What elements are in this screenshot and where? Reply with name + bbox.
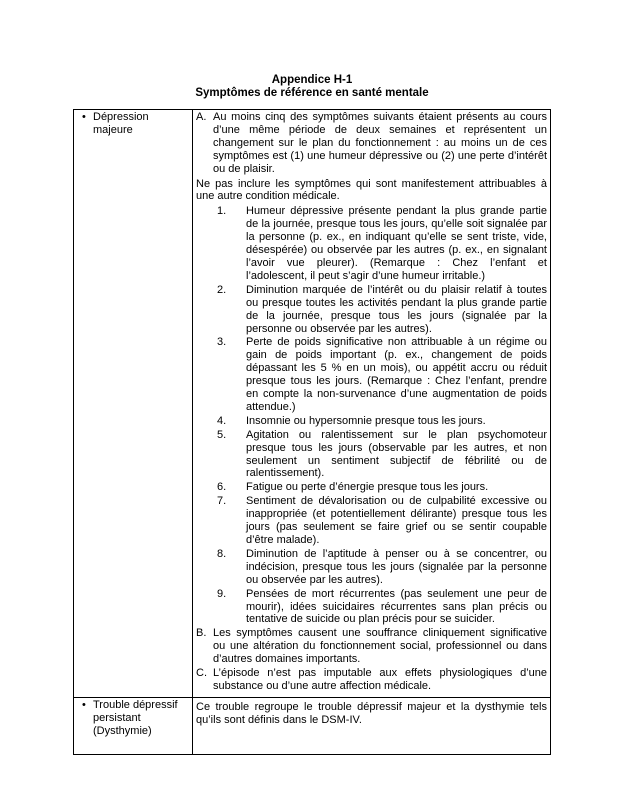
content-cell-major-depression (193, 110, 551, 698)
item-label: 7. (217, 495, 227, 508)
item-label: 1. (217, 205, 227, 218)
item-text: Sentiment de dévalorisation ou de culpabilité excessive ou inappropriée (et potentiellement délirante) presque tous les jours (pas seulement se faire grief ou se sentir coupable d’être malade). (246, 495, 547, 546)
item-text: Humeur dépressive présente pendant la plus grande partie de la journée, presque tous les jours, qu’elle soit signalée par la personne (p. ex., en indiquant qu’elle se sent triste, vide, désespérée) ou observée par les autres (p. ex., en signalant l’avoir vue pleurer). (Remarque : Chez l’enfant et l’adolescent, il peut s’agir d’une humeur irritable.) (246, 205, 547, 282)
page-subtitle: Symptômes de référence en santé mentale (195, 87, 429, 99)
item-label: 4. (217, 414, 227, 427)
term-text: Dépression majeure (93, 111, 149, 136)
item-text: Insomnie ou hypersomnie presque tous les jours. (246, 414, 486, 427)
exclusion-note: Ne pas inclure les symptômes qui sont manifestement attribuables à une autre condition médicale. (196, 177, 547, 203)
criterion-A (196, 111, 547, 176)
item-text: Perte de poids significative non attribuable à un régime ou gain de poids important (p. ex., changement de poids dépassant les 5 % en un mois), ou appétit accru ou réduit presque tous les jours. (Remarque : Chez l’enfant, prendre en compte la non-survenance d’une augmentation de poids attendue.) (246, 336, 547, 413)
item-label: 2. (217, 283, 227, 296)
item-label: 5. (217, 428, 227, 441)
item-text: L’épisode n’est pas imputable aux effets physiologiques d’une substance ou d’une autre affection médicale. (213, 667, 547, 692)
item-text: Au moins cinq des symptômes suivants étaient présents au cours d’une même période de deux semaines et représentent un changement sur le plan du fonctionnement : au moins un de ces symptômes est (1) une humeur dépressive ou (2) une perte d’intérêt ou de plaisir. (213, 111, 547, 175)
symptom-8 (217, 548, 547, 587)
item-label: 6. (217, 481, 227, 494)
symptom-6 (217, 481, 547, 494)
bullet-icon: • (82, 698, 86, 711)
criterion-C (196, 667, 547, 693)
item-label: 8. (217, 547, 227, 560)
content-cell-dysthymia (193, 697, 551, 754)
item-label: 9. (217, 587, 227, 600)
table-row-major-depression (74, 110, 551, 698)
item-label: C. (196, 667, 207, 680)
page-title: Appendice H-1 (271, 74, 353, 86)
symptom-3 (217, 336, 547, 413)
item-text: Agitation ou ralentissement sur le plan psychomoteur presque tous les jours (observable par les autres, et non seulement un sentiment subjectif de fébrilité ou de ralentissement). (246, 428, 547, 480)
symptoms-reference-table (73, 109, 551, 755)
symptom-9 (217, 588, 547, 627)
item-text: Fatigue ou perte d’énergie presque tous les jours. (246, 481, 489, 494)
item-label: 3. (217, 336, 227, 349)
symptom-2 (217, 284, 547, 336)
item-text: Pensées de mort récurrentes (pas seulement une peur de mourir), idées suicidaires récurrentes sans plan précis ou tentative de suicide ou plan précis pour se suicider. (246, 587, 547, 626)
item-text: Les symptômes causent une souffrance cliniquement significative ou une altération du fonctionnement social, professionnel ou dans d’autres domaines importants. (213, 627, 547, 666)
term-cell-dysthymia (74, 697, 193, 754)
item-label: A. (196, 111, 207, 123)
dysthymia-description: Ce trouble regroupe le trouble dépressif majeur et la dysthymie tels qu’ils sont définis dans le DSM-IV. (196, 700, 547, 726)
bullet-icon: • (82, 111, 86, 123)
term-line (77, 699, 189, 738)
item-text: Diminution de l’aptitude à penser ou à se concentrer, ou indécision, presque tous les jours (signalée par la personne ou observée par les autres). (246, 547, 547, 586)
table-row-persistent-depressive-disorder (74, 697, 551, 754)
term-cell-major-depression (74, 110, 193, 698)
item-text: Diminution marquée de l’intérêt ou du plaisir relatif à toutes ou presque toutes les activités pendant la plus grande partie de la journée, presque tous les jours (signalée par la personne ou observée par les autres). (246, 283, 547, 335)
symptom-7 (217, 495, 547, 547)
term-line (77, 111, 189, 137)
criterion-B (196, 627, 547, 666)
symptom-5 (217, 429, 547, 481)
symptom-4 (217, 415, 547, 428)
symptom-1 (217, 205, 547, 282)
item-label: B. (196, 627, 207, 640)
term-text: Trouble dépressif persistant (Dysthymie) (93, 698, 178, 737)
